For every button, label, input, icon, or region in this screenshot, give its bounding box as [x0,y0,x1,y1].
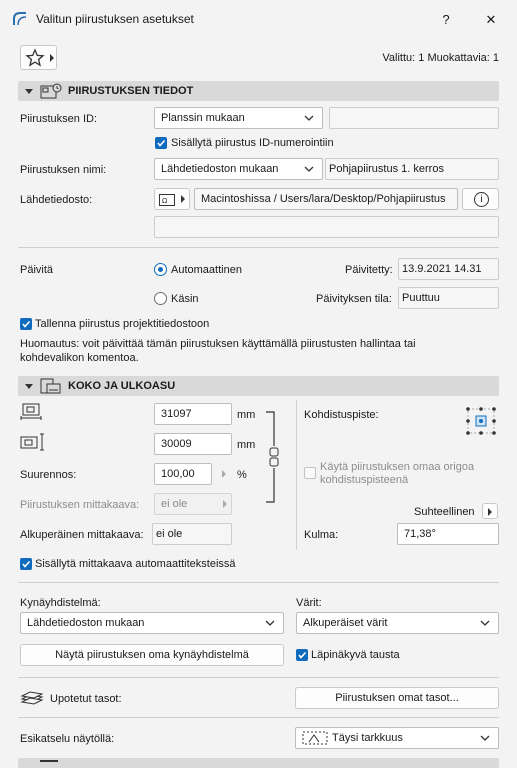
update-auto-radio[interactable] [154,263,167,276]
chevron-down-icon [303,112,315,124]
chevron-down-icon [303,163,315,175]
arrow-right-icon [488,508,492,516]
drawing-id-label: Piirustuksen ID: [20,113,98,125]
save-drawing-label: Tallenna piirustus projektitiedostoon [35,318,210,330]
star-icon [25,48,45,75]
arrow-right-icon [222,470,226,478]
divider [18,677,499,678]
updated-label: Päivitetty: [345,264,393,276]
angle-input[interactable]: 71,38° [397,523,499,545]
divider [18,247,499,248]
use-origin-checkbox[interactable] [304,467,316,479]
angle-label: Kulma: [304,529,339,541]
drawing-name-label: Piirustuksen nimi: [20,164,107,176]
vertical-divider [296,400,297,550]
scale-menu-button[interactable] [218,466,232,482]
svg-text:Ω: Ω [162,197,168,205]
section-title: KOKO JA ULKOASU [68,380,176,392]
section-next[interactable] [18,758,499,768]
relative-menu-button[interactable] [482,503,498,519]
source-extra-field[interactable] [154,216,499,238]
source-path-field[interactable]: Macintoshissa / Users/lara/Desktop/Pohjapiirustus [194,188,458,210]
preview-select[interactable] [295,727,499,749]
arrow-right-icon [223,500,227,508]
colors-value: Alkuperäiset värit [303,617,388,629]
drawing-id-value: Planssin mukaan [161,112,245,124]
source-type-button[interactable] [154,188,190,210]
height-unit: mm [237,439,256,451]
height-input[interactable]: 30009 [154,433,232,455]
update-manual-label: Käsin [171,293,199,305]
update-auto-label: Automaattinen [171,264,242,276]
divider [18,582,499,583]
section-size-layout[interactable] [18,376,499,396]
close-button[interactable]: ✕ [485,12,497,27]
include-id-checkbox[interactable] [155,137,167,149]
window-title: Valitun piirustuksen asetukset [36,12,194,26]
source-file-label: Lähdetiedosto: [20,194,93,206]
favorites-button[interactable] [20,45,57,70]
link-proportions-icon[interactable] [262,410,282,504]
relative-label: Suhteellinen [414,506,475,518]
save-drawing-checkbox[interactable] [20,318,32,330]
width-input[interactable]: 31097 [154,403,232,425]
original-scale-value: ei ole [152,523,232,545]
chevron-down-icon [479,732,491,744]
colors-select[interactable] [296,612,499,634]
divider [18,717,499,718]
preview-value: Täysi tarkkuus [332,732,403,744]
collapse-icon [25,384,33,389]
scale-input[interactable]: 100,00 [154,463,212,485]
updated-value: 13.9.2021 14.31 [398,258,499,280]
drawing-info-icon [40,83,62,106]
original-scale-label: Alkuperäinen mittakaava: [20,529,144,541]
height-icon [20,433,46,454]
update-note: Huomautus: voit päivittää tämän piirustuksen käyttämällä piirustusten hallintaa tai kohdevalikon komentoa. [20,338,416,364]
own-layers-button[interactable]: Piirustuksen omat tasot... [295,687,499,709]
transparent-bg-checkbox[interactable] [296,649,308,661]
app-icon [12,11,28,27]
update-label: Päivitä [20,264,54,276]
use-origin-label: Käytä piirustuksen omaa origoa kohdistuspisteenä [320,461,475,486]
arrow-right-icon [50,54,54,62]
update-manual-radio[interactable] [154,292,167,305]
info-icon: i [474,192,489,207]
include-scale-checkbox[interactable] [20,558,32,570]
drawing-id-field[interactable] [329,107,499,129]
include-scale-label: Sisällytä mittakaava automaattiteksteissä [35,558,236,570]
layers-icon [20,690,44,709]
file-type-icon [159,193,175,213]
preview-label: Esikatselu näytöllä: [20,733,115,745]
preview-quality-icon [302,731,328,749]
width-icon [20,403,44,424]
chevron-down-icon [264,617,276,629]
pen-set-select[interactable] [20,612,284,634]
drawing-name-source-value: Lähdetiedoston mukaan [161,163,279,175]
update-status-label: Päivityksen tila: [316,293,392,305]
scale-label: Suurennos: [20,469,77,481]
pen-set-label: Kynäyhdistelmä: [20,597,101,609]
transparent-bg-label: Läpinäkyvä tausta [311,649,400,661]
arrow-right-icon [181,195,185,203]
section-title: PIIRUSTUKSEN TIEDOT [68,85,194,97]
show-pens-button[interactable]: Näytä piirustuksen oma kynäyhdistelmä [20,644,284,666]
help-button[interactable]: ? [442,12,450,27]
include-id-label: Sisällytä piirustus ID-numerointiin [171,137,334,149]
source-info-button[interactable] [462,188,499,210]
update-status-value: Puuttuu [398,287,499,309]
drawing-id-select[interactable] [154,107,323,129]
chevron-down-icon [479,617,491,629]
section-icon [40,760,58,764]
section-drawing-info[interactable] [18,81,499,101]
width-unit: mm [237,409,256,421]
embedded-layers-label: Upotetut tasot: [50,693,122,705]
collapse-icon [25,89,33,94]
scale-unit: % [237,469,247,481]
drawing-scale-value: ei ole [161,498,188,510]
anchor-point-picker[interactable] [464,405,498,437]
drawing-scale-label: Piirustuksen mittakaava: [20,499,140,511]
drawing-name-select[interactable] [154,158,323,180]
pen-set-value: Lähdetiedoston mukaan [27,617,145,629]
size-layout-icon [40,378,62,401]
colors-label: Värit: [296,597,322,609]
selection-status: Valittu: 1 Muokattavia: 1 [382,52,499,64]
anchor-point-label: Kohdistuspiste: [304,409,379,421]
drawing-scale-select[interactable] [154,493,232,515]
drawing-name-field[interactable]: Pohjapiirustus 1. kerros [325,158,499,180]
